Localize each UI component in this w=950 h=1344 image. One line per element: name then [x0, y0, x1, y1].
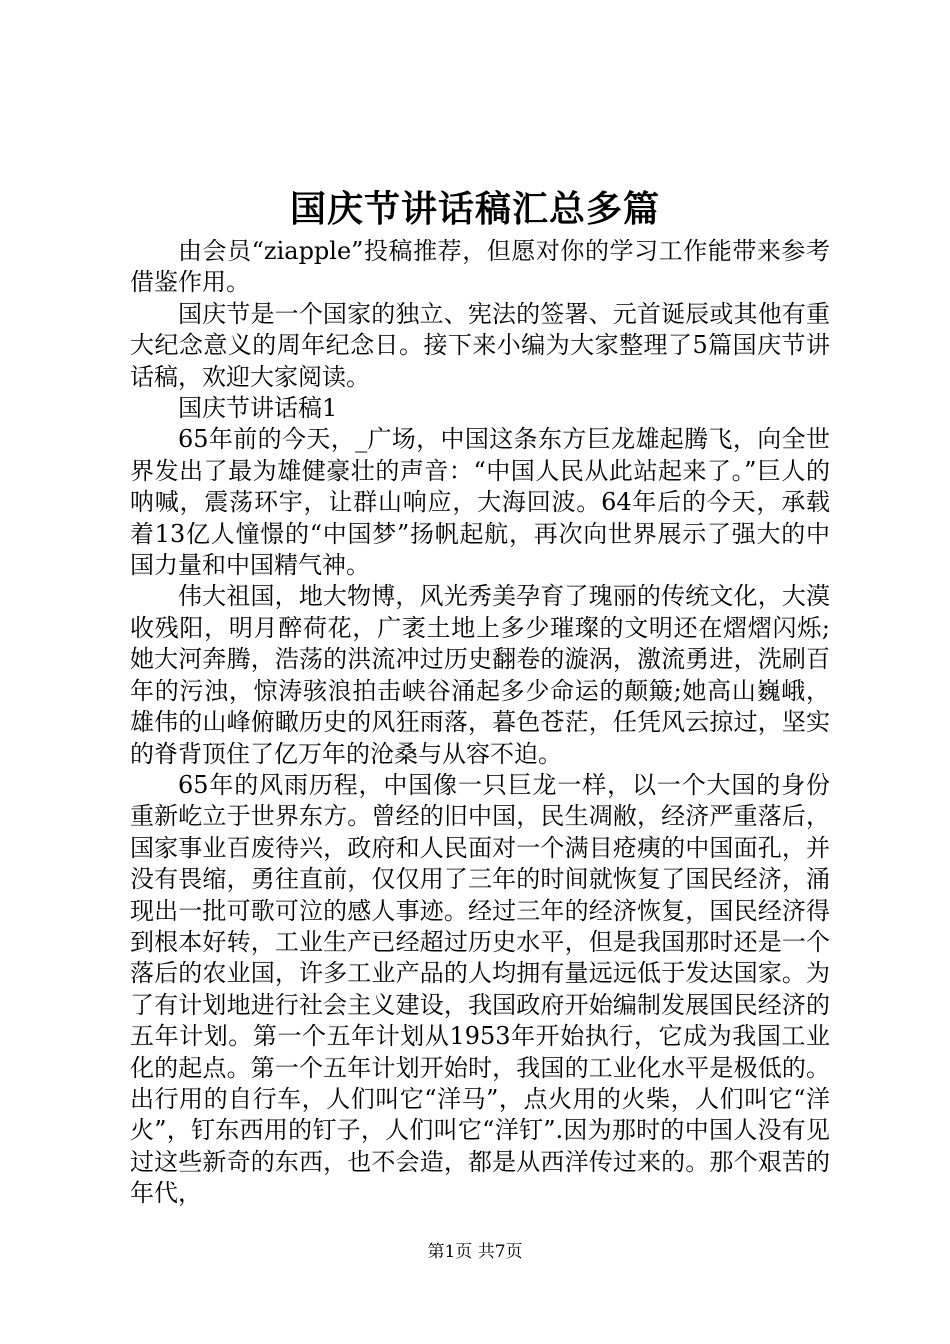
- paragraph-65-years: 65年前的今天，_广场，中国这条东方巨龙雄起腾飞，向全世界发出了最为雄健豪壮的声音：“中国人民从此站起来了。”巨人的呐喊，震荡环宇，让群山响应，大海回波。64年后的今天，承载着13亿人憧憬的“中国梦”扬帆起航，再次向世界展示了强大的中国力量和中国精气神。: [130, 425, 830, 580]
- section-heading: 国庆节讲话稿1: [178, 394, 338, 423]
- paragraph-intro: 由会员“ziapple”投稿推荐，但愿对你的学习工作能带来参考借鉴作用。: [130, 237, 830, 297]
- paragraph-history: 65年的风雨历程，中国像一只巨龙一样，以一个大国的身份重新屹立于世界东方。曾经的旧中国，民生凋敝，经济严重落后，国家事业百废待兴，政府和人民面对一个满目疮痍的中国面孔，并没有畏缩，勇往直前，仅仅用了三年的时间就恢复了国民经济，涌现出一批可歌可泣的感人事迹。经过三年的经济恢复，国民经济得到根本好转，工业生产已经超过历史水平，但是我国那时还是一个落后的农业国，许多工业产品的人均拥有量远远低于发达国家。为了有计划地进行社会主义建设，我国政府开始编制发展国民经济的五年计划。第一个五年计划从1953年开始执行，它成为我国工业化的起点。第一个五年计划开始时，我国的工业化水平是极低的。出行用的自行车，人们叫它“洋马”，点火用的火柴，人们叫它“洋火”，钉东西用的钉子，人们叫它“洋钉”.因为那时的中国人没有见过这些新奇的东西，也不会造，都是从西洋传过来的。那个艰苦的年代，: [130, 770, 830, 1208]
- page-footer: 第1页 共7页: [427, 1242, 523, 1262]
- document-title: 国庆节讲话稿汇总多篇: [289, 188, 660, 230]
- paragraph-motherland: 伟大祖国，地大物博，风光秀美孕育了瑰丽的传统文化，大漠收残阳，明月醉荷花，广袤土地上多少璀璨的文明还在熠熠闪烁;她大河奔腾，浩荡的洪流冲过历史翻卷的漩涡，激流勇进，洗刷百年的污浊，惊涛骇浪拍击峡谷涌起多少命运的颠簸;她高山巍峨，雄伟的山峰俯瞰历史的风狂雨落，暮色苍茫，任凭风云掠过，坚实的脊背顶住了亿万年的沧桑与从容不迫。: [130, 582, 830, 768]
- document-body: [130, 236, 830, 1210]
- paragraph-definition: 国庆节是一个国家的独立、宪法的签署、元首诞辰或其他有重大纪念意义的周年纪念日。接下来小编为大家整理了5篇国庆节讲话稿，欢迎大家阅读。: [130, 299, 830, 391]
